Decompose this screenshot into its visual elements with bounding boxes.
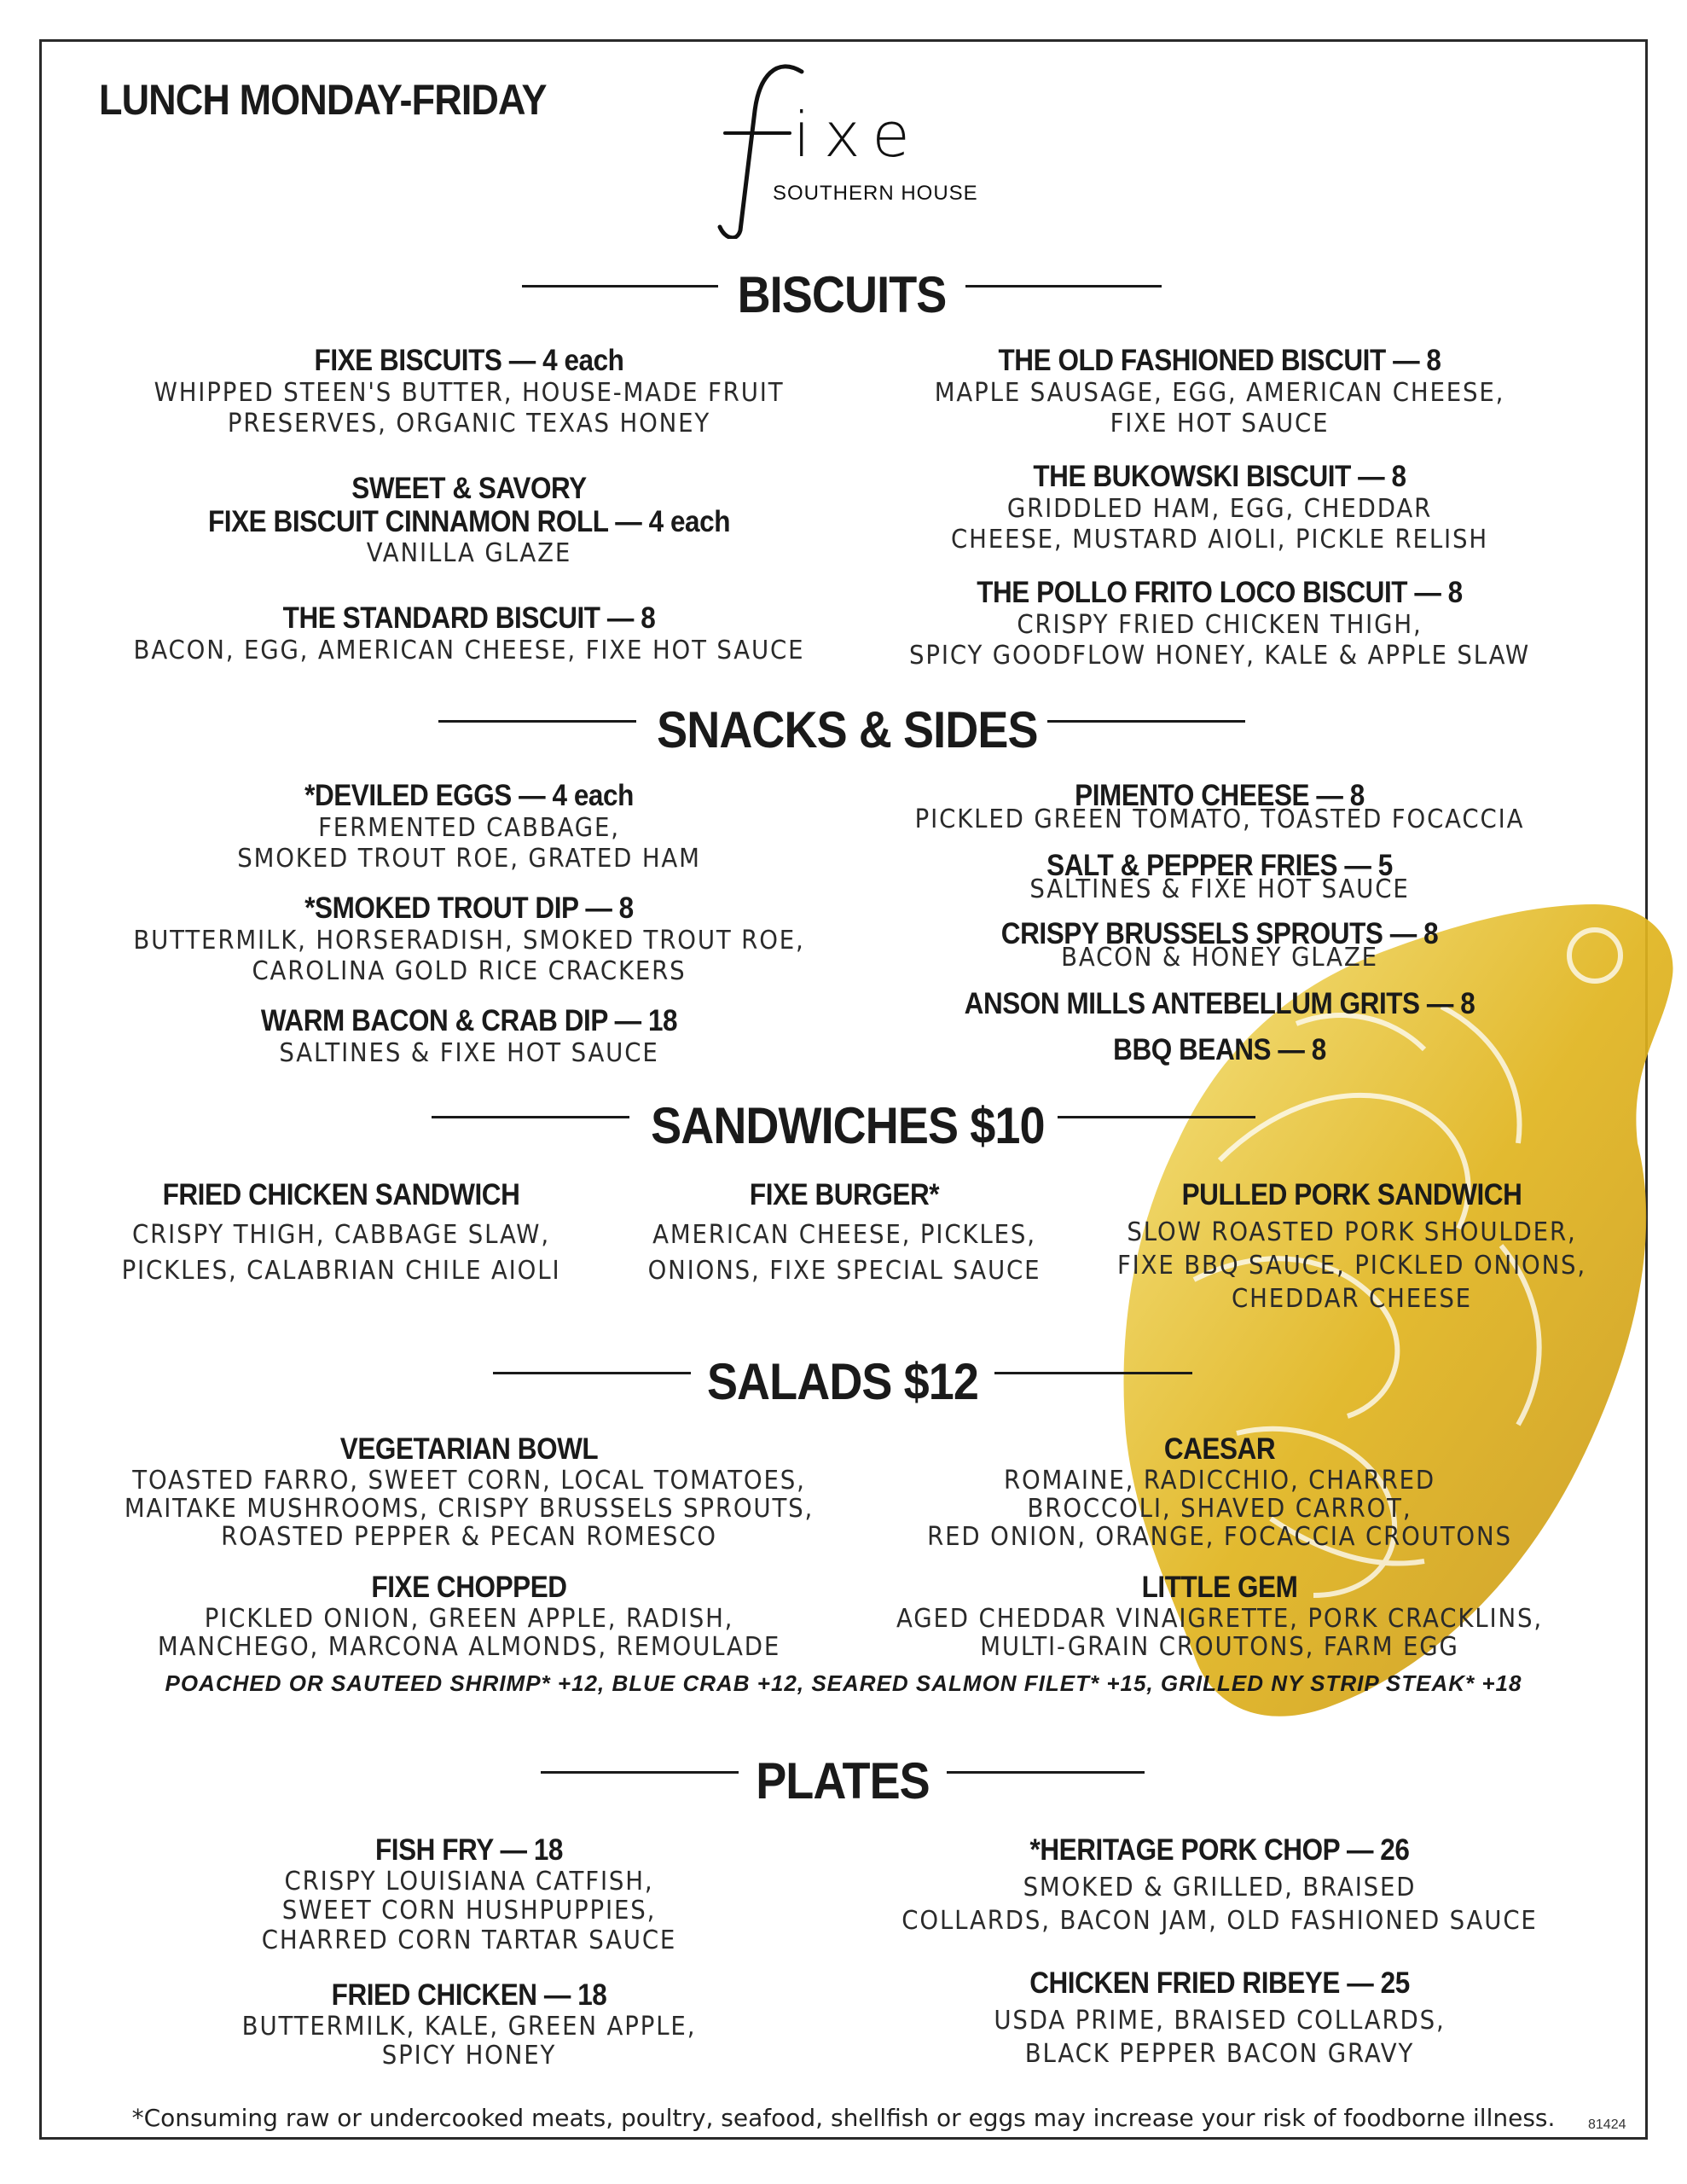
item-desc: CHEESE, MUSTARD AIOLI, PICKLE RELISH: [951, 524, 1488, 555]
menu-item: [853, 988, 1586, 1021]
menu-item: [853, 780, 1586, 835]
menu-item: [85, 1005, 853, 1069]
menu-item: [853, 461, 1586, 555]
item-desc: CRISPY LOUISIANA CATFISH,: [284, 1866, 654, 1896]
section-title-salads: SALADS $12: [706, 1353, 979, 1410]
item-desc: FERMENTED CABBAGE,: [318, 812, 620, 843]
menu-item: [85, 602, 853, 666]
section-rule-right: [1058, 1116, 1255, 1118]
item-desc: ONIONS, FIXE SPECIAL SAUCE: [647, 1255, 1041, 1286]
section-rule-left: [432, 1116, 629, 1118]
section-title-sandwiches: SANDWICHES $10: [651, 1097, 1045, 1154]
menu-item: [614, 1179, 1075, 1289]
item-desc: GRIDDLED HAM, EGG, CHEDDAR: [1006, 493, 1433, 524]
item-desc: FIXE BBQ SAUCE, PICKLED ONIONS,: [1116, 1250, 1587, 1281]
item-desc: ROASTED PEPPER & PECAN ROMESCO: [221, 1521, 717, 1552]
item-name: FIXE BISCUIT CINNAMON ROLL — 4 each: [208, 504, 730, 538]
item-desc: CHEDDAR CHEESE: [1232, 1283, 1472, 1314]
item-desc: SWEET CORN HUSHPUPPIES,: [281, 1896, 657, 1926]
item-desc: WHIPPED STEEN'S BUTTER, HOUSE-MADE FRUIT: [154, 377, 785, 408]
item-name: PIMENTO CHEESE — 8: [1075, 779, 1365, 812]
menu-item: [853, 1034, 1586, 1067]
item-desc: SPICY GOODFLOW HONEY, KALE & APPLE SLAW: [909, 640, 1530, 671]
item-desc: SALTINES & FIXE HOT SAUCE: [1029, 874, 1410, 904]
item-desc: CHARRED CORN TARTAR SAUCE: [261, 1925, 677, 1955]
item-desc: PICKLES, CALABRIAN CHILE AIOLI: [121, 1255, 561, 1286]
service-heading: LUNCH MONDAY-FRIDAY: [99, 76, 547, 124]
section-rule-right: [994, 1372, 1192, 1374]
item-name: THE STANDARD BISCUIT — 8: [282, 601, 656, 635]
section-rule-left: [541, 1771, 739, 1774]
item-desc: TOASTED FARRO, SWEET CORN, LOCAL TOMATOES,: [132, 1465, 806, 1496]
item-desc: PICKLED GREEN TOMATO, TOASTED FOCACCIA: [914, 804, 1525, 834]
menu-item: [853, 1967, 1586, 2071]
item-name: ANSON MILLS ANTEBELLUM GRITS — 8: [964, 987, 1475, 1020]
item-desc: SPICY HONEY: [381, 2041, 557, 2071]
item-desc: PRESERVES, ORGANIC TEXAS HONEY: [227, 408, 711, 439]
menu-item: [85, 1433, 853, 1551]
item-name: CAESAR: [1163, 1432, 1276, 1466]
item-desc: SLOW ROASTED PORK SHOULDER,: [1127, 1217, 1577, 1247]
section-rule-left: [522, 285, 718, 288]
item-desc: SMOKED & GRILLED, BRAISED: [1023, 1872, 1417, 1902]
section-rule-right: [965, 285, 1162, 288]
section-rule-left: [438, 720, 636, 723]
menu-item: [85, 892, 853, 987]
salad-addons: POACHED OR SAUTEED SHRIMP* +12, BLUE CRAB +12, SEARED SALMON FILET* +15, GRILLED NY STRIP STEAK* +18: [165, 1670, 1522, 1696]
item-name: BBQ BEANS — 8: [1113, 1033, 1326, 1066]
menu-code: 81424: [1588, 2117, 1626, 2132]
item-desc: AGED CHEDDAR VINAIGRETTE, PORK CRACKLINS,: [896, 1603, 1543, 1634]
item-name: SWEET & SAVORY: [351, 472, 587, 505]
item-name: THE BUKOWSKI BISCUIT — 8: [1033, 460, 1406, 493]
item-desc: BROCCOLI, SHAVED CARROT,: [1027, 1493, 1412, 1524]
item-desc: ROMAINE, RADICCHIO, CHARRED: [1003, 1465, 1436, 1496]
section-rule-right: [947, 1771, 1145, 1774]
item-name: FIXE CHOPPED: [371, 1571, 567, 1604]
item-desc: BUTTERMILK, HORSERADISH, SMOKED TROUT ROE,: [133, 925, 805, 956]
section-title-snacks: SNACKS & SIDES: [657, 701, 1038, 758]
section-title-biscuits: BISCUITS: [737, 266, 947, 323]
item-name: FRIED CHICKEN — 18: [331, 1978, 607, 2012]
menu-item: [853, 577, 1586, 671]
menu-item: [85, 780, 853, 874]
item-desc: MAPLE SAUSAGE, EGG, AMERICAN CHEESE,: [934, 377, 1505, 408]
item-name: VEGETARIAN BOWL: [339, 1432, 599, 1466]
item-name: FRIED CHICKEN SANDWICH: [162, 1178, 520, 1211]
item-name: THE POLLO FRITO LOCO BISCUIT — 8: [977, 576, 1463, 609]
item-desc: MAITAKE MUSHROOMS, CRISPY BRUSSELS SPROUTS,: [124, 1493, 815, 1524]
menu-item: [836, 1571, 1603, 1661]
item-name: FIXE BISCUITS — 4 each: [314, 344, 624, 377]
logo-word: ixe: [793, 99, 924, 171]
item-desc: FIXE HOT SAUCE: [1110, 408, 1330, 439]
item-desc: BACON & HONEY GLAZE: [1061, 942, 1378, 973]
item-desc: BLACK PEPPER BACON GRAVY: [1024, 2038, 1415, 2069]
menu-item: [77, 1179, 606, 1289]
menu-item: [853, 1834, 1586, 1937]
item-desc: SALTINES & FIXE HOT SAUCE: [279, 1037, 659, 1068]
item-desc: AMERICAN CHEESE, PICKLES,: [652, 1219, 1036, 1250]
menu-item: [85, 1834, 853, 1955]
menu-item: [853, 345, 1586, 439]
section-rule-right: [1047, 720, 1245, 723]
menu-item: [85, 345, 853, 439]
logo-subtitle: SOUTHERN HOUSE: [773, 182, 978, 205]
item-desc: USDA PRIME, BRAISED COLLARDS,: [994, 2005, 1446, 2036]
item-desc: CRISPY FRIED CHICKEN THIGH,: [1017, 609, 1423, 640]
menu-item: [853, 1433, 1586, 1551]
item-name: LITTLE GEM: [1141, 1571, 1298, 1604]
item-name: THE OLD FASHIONED BISCUIT — 8: [998, 344, 1441, 377]
item-name: PULLED PORK SANDWICH: [1181, 1178, 1522, 1211]
menu-item: [85, 1571, 853, 1661]
item-desc: BACON, EGG, AMERICAN CHEESE, FIXE HOT SAUCE: [133, 635, 805, 665]
menu-item: [853, 918, 1586, 973]
item-desc: MULTI-GRAIN CROUTONS, FARM EGG: [980, 1631, 1459, 1662]
section-title-plates: PLATES: [756, 1752, 930, 1809]
item-name: WARM BACON & CRAB DIP — 18: [260, 1004, 678, 1037]
item-name: SALT & PEPPER FRIES — 5: [1046, 849, 1393, 882]
item-desc: VANILLA GLAZE: [366, 538, 572, 568]
menu-item: [85, 1979, 853, 2071]
item-name: FISH FRY — 18: [375, 1833, 563, 1867]
item-name: FIXE BURGER*: [749, 1178, 940, 1211]
item-desc: PICKLED ONION, GREEN APPLE, RADISH,: [204, 1603, 734, 1634]
health-disclaimer: *Consuming raw or undercooked meats, poultry, seafood, shellfish or eggs may increase your risk of foodborne illness.: [131, 2104, 1556, 2132]
item-desc: RED ONION, ORANGE, FOCACCIA CROUTONS: [927, 1521, 1512, 1552]
item-desc: SMOKED TROUT ROE, GRATED HAM: [237, 843, 701, 874]
item-name: *DEVILED EGGS — 4 each: [304, 779, 634, 812]
item-desc: CRISPY THIGH, CABBAGE SLAW,: [132, 1219, 550, 1250]
item-name: *SMOKED TROUT DIP — 8: [304, 892, 634, 925]
item-desc: BUTTERMILK, KALE, GREEN APPLE,: [241, 2011, 697, 2042]
item-desc: COLLARDS, BACON JAM, OLD FASHIONED SAUCE: [901, 1905, 1538, 1936]
item-desc: CAROLINA GOLD RICE CRACKERS: [252, 956, 687, 986]
item-name: CHICKEN FRIED RIBEYE — 25: [1029, 1966, 1410, 2000]
menu-item: [85, 473, 853, 569]
section-rule-left: [493, 1372, 691, 1374]
menu-item: [853, 850, 1586, 905]
menu-item: [1083, 1179, 1620, 1316]
item-name: *HERITAGE PORK CHOP — 26: [1029, 1833, 1410, 1867]
item-desc: MANCHEGO, MARCONA ALMONDS, REMOULADE: [157, 1631, 781, 1662]
item-name: CRISPY BRUSSELS SPROUTS — 8: [1000, 917, 1439, 950]
